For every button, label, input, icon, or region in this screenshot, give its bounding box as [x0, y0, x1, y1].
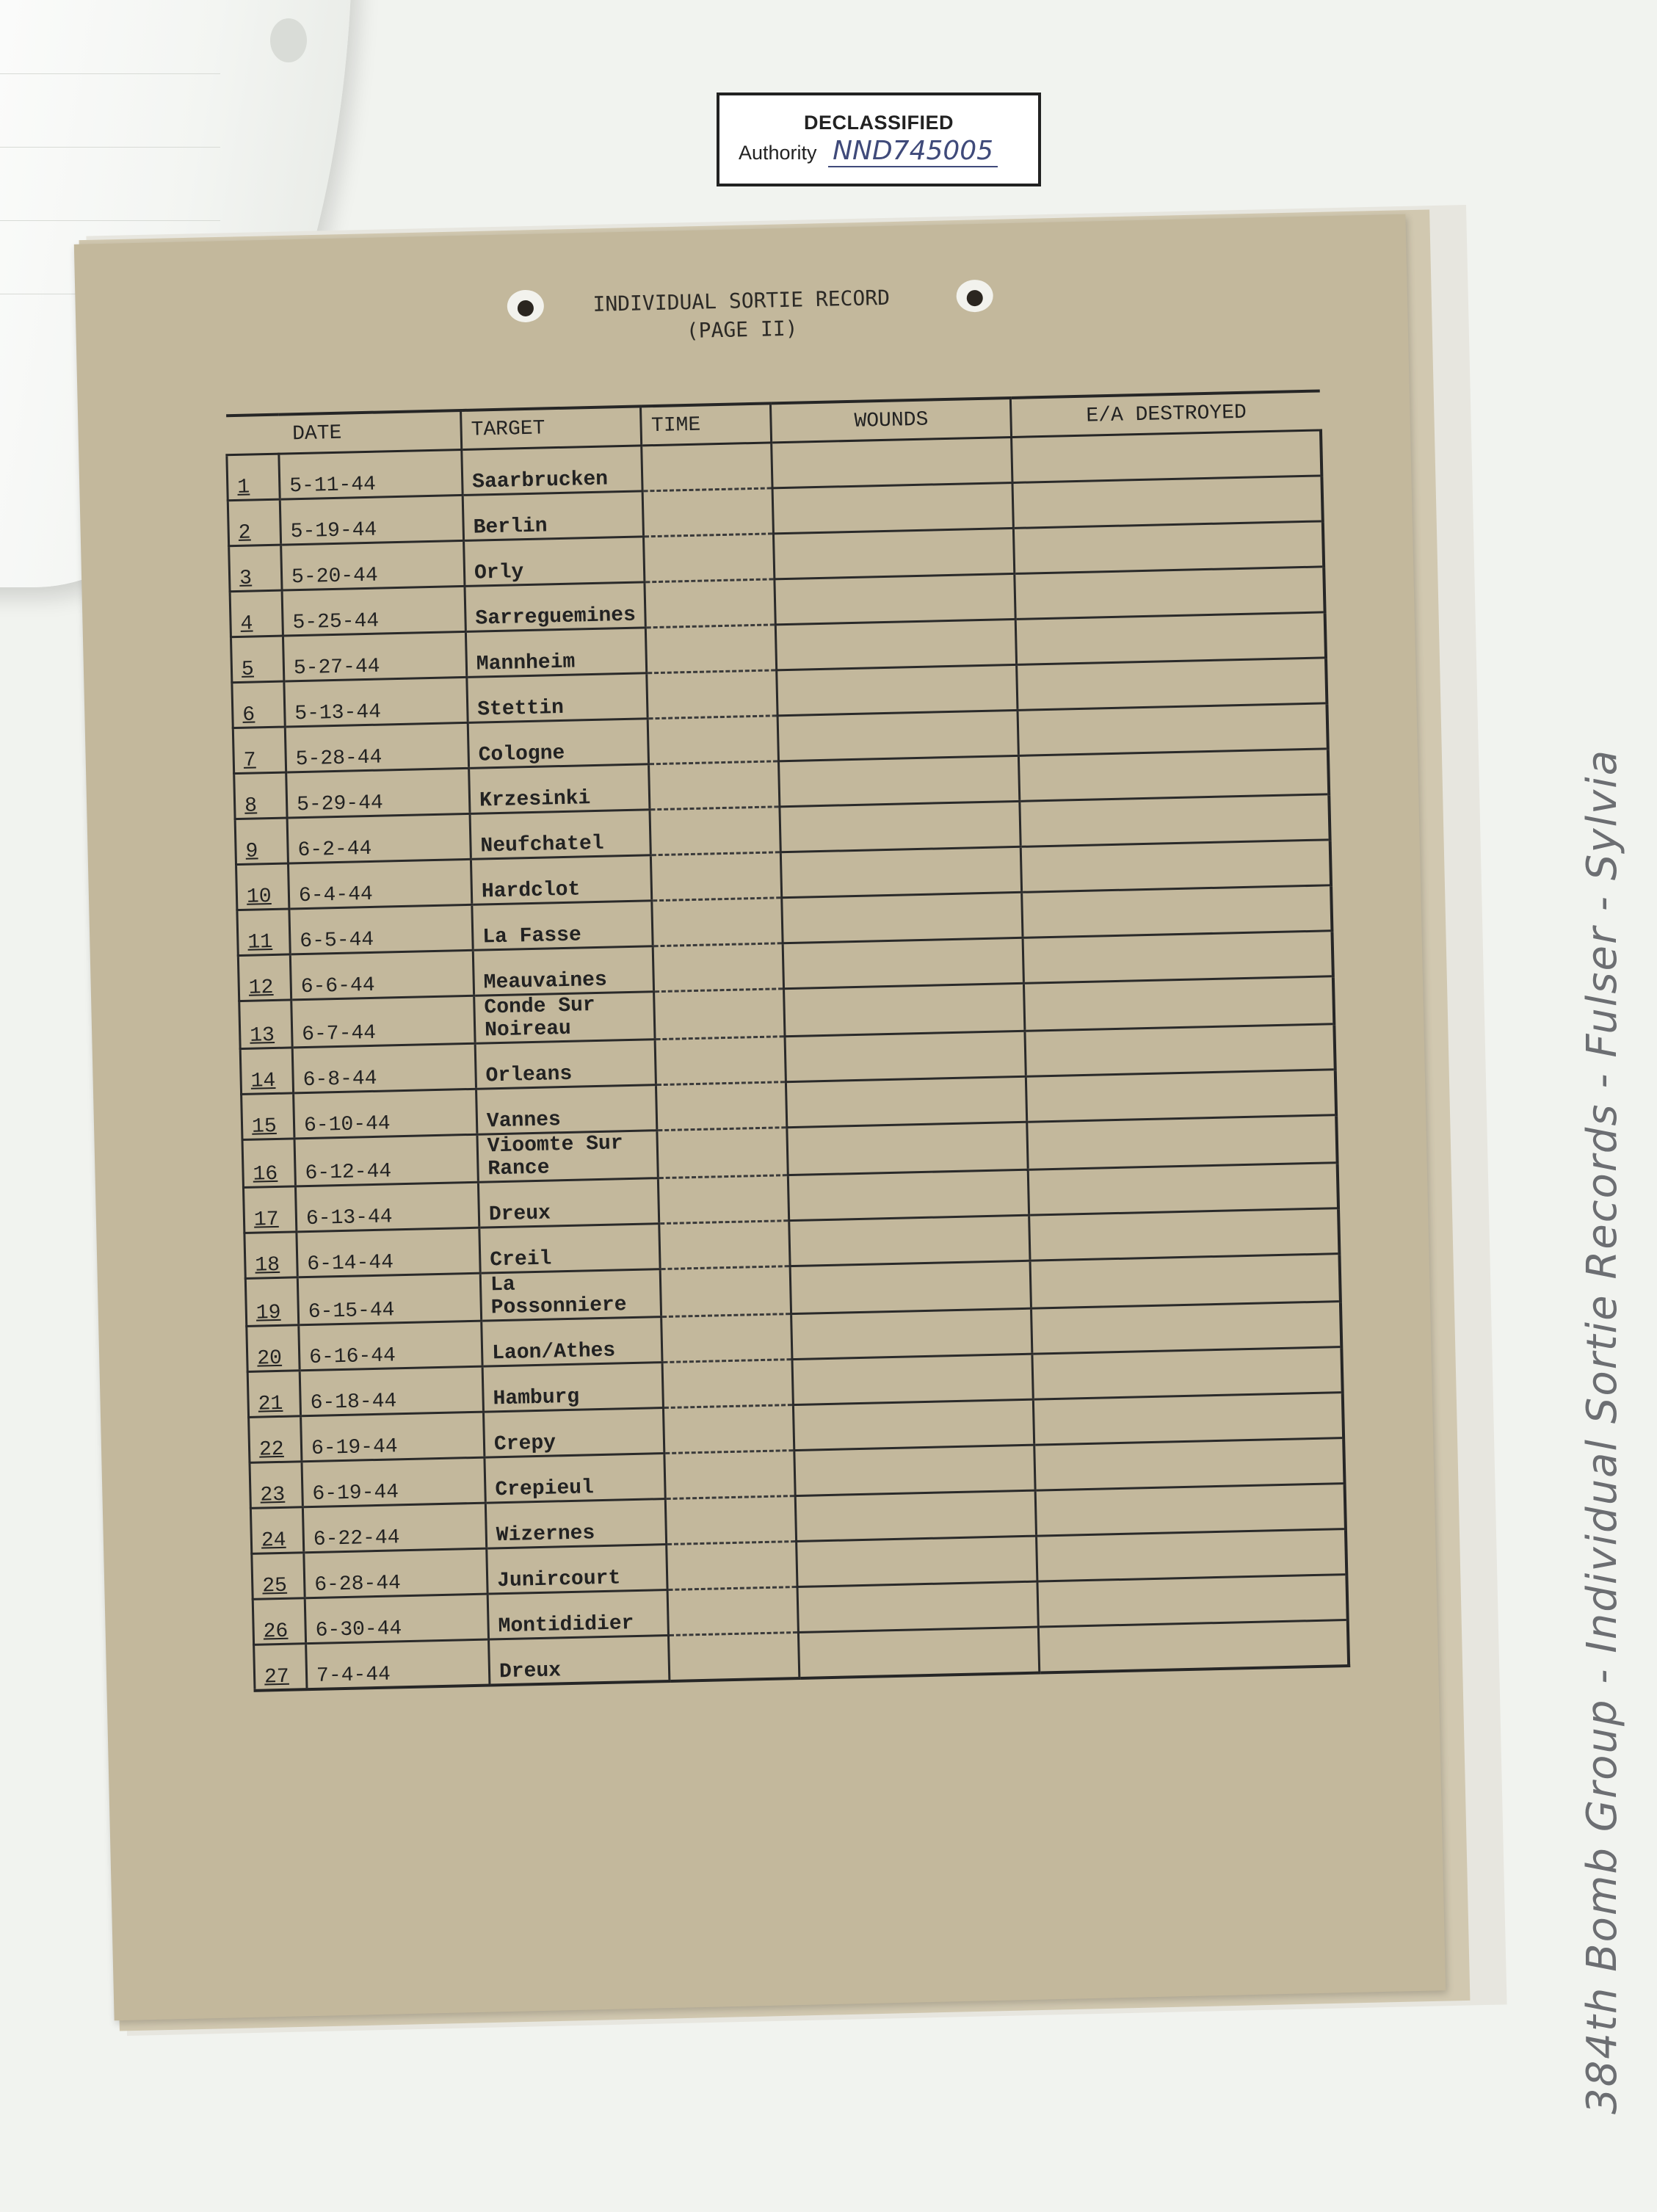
handwritten-margin-note: 384th Bomb Group - Individual Sortie Records - Fulser - Sylvia — [1578, 748, 1626, 2114]
row-ea-destroyed — [1029, 1163, 1338, 1216]
row-ea-destroyed — [1029, 1208, 1339, 1261]
row-number: 11 — [237, 909, 290, 956]
row-date: 6-7-44 — [291, 996, 475, 1048]
stamp-heading: DECLASSIFIED — [803, 112, 954, 134]
row-time — [654, 989, 785, 1040]
row-time — [666, 1496, 797, 1545]
row-wounds — [789, 1215, 1030, 1266]
row-wounds — [785, 1031, 1026, 1081]
row-number: 12 — [238, 954, 291, 1001]
row-wounds — [784, 983, 1025, 1036]
row-date: 6-14-44 — [297, 1228, 480, 1277]
row-target: Creil — [479, 1224, 661, 1274]
row-number: 2 — [228, 499, 280, 546]
row-time — [664, 1405, 794, 1454]
row-date: 6-5-44 — [289, 904, 473, 954]
row-target: Dreux — [478, 1178, 659, 1228]
row-date: 6-16-44 — [299, 1321, 482, 1371]
row-ea-destroyed — [1017, 658, 1327, 711]
row-target: Vioomte Sur Rance — [477, 1131, 659, 1183]
row-ea-destroyed — [1019, 749, 1329, 802]
row-time — [650, 807, 780, 855]
row-date: 6-8-44 — [292, 1043, 476, 1093]
row-number: 25 — [252, 1553, 305, 1600]
row-ea-destroyed — [1037, 1575, 1347, 1628]
row-target: La Possonniere — [480, 1269, 661, 1321]
row-wounds — [792, 1354, 1033, 1404]
row-date: 6-19-44 — [301, 1412, 485, 1462]
row-target: Mannheim — [465, 628, 647, 678]
sortie-table — [225, 389, 1350, 1691]
row-date: 6-4-44 — [288, 859, 471, 909]
row-wounds — [772, 482, 1013, 533]
row-target: Montididier — [487, 1590, 669, 1640]
row-date: 6-10-44 — [294, 1089, 477, 1139]
row-date: 5-11-44 — [279, 449, 463, 499]
header-time: TIME — [641, 403, 772, 446]
row-ea-destroyed — [1012, 476, 1322, 529]
row-number: 16 — [242, 1139, 295, 1188]
row-target: La Fasse — [472, 901, 653, 951]
row-ea-destroyed — [1036, 1484, 1346, 1537]
row-number: 18 — [244, 1232, 297, 1279]
row-number: 13 — [239, 1000, 292, 1049]
row-time — [652, 898, 783, 946]
declassified-stamp — [717, 93, 1041, 186]
row-number: 5 — [231, 636, 283, 683]
row-date: 7-4-44 — [306, 1639, 490, 1689]
row-ea-destroyed — [1024, 976, 1334, 1031]
row-target: Meauvaines — [473, 946, 654, 996]
header-wounds: WOUNDS — [771, 398, 1012, 443]
row-target: Crepy — [484, 1408, 665, 1458]
stamp-authority — [719, 136, 1038, 166]
row-wounds — [781, 846, 1022, 897]
row-date: 6-30-44 — [305, 1594, 488, 1644]
row-target: Orleans — [475, 1040, 656, 1089]
row-date: 5-28-44 — [285, 722, 468, 772]
row-target: Stettin — [467, 673, 648, 723]
row-number: 22 — [249, 1416, 302, 1463]
form-title: INDIVIDUAL SORTIE RECORD — [592, 285, 891, 316]
row-ea-destroyed — [1021, 840, 1331, 893]
row-time — [667, 1542, 797, 1590]
row-target: Dreux — [489, 1635, 670, 1685]
row-ea-destroyed — [1026, 1070, 1336, 1123]
row-time — [645, 579, 775, 628]
row-number: 8 — [234, 772, 287, 819]
row-wounds — [778, 710, 1019, 761]
row-wounds — [799, 1627, 1040, 1678]
row-target: Sarreguemines — [465, 582, 646, 632]
row-date: 6-15-44 — [297, 1273, 481, 1325]
row-wounds — [797, 1581, 1038, 1632]
row-time — [659, 1221, 790, 1269]
row-wounds — [772, 437, 1012, 487]
row-time — [649, 761, 780, 810]
row-number: 3 — [229, 545, 282, 592]
row-number: 1 — [227, 454, 280, 501]
header-date: DATE — [226, 410, 462, 455]
row-target: Conde Sur Noireau — [474, 992, 656, 1044]
row-target: Junircourt — [487, 1545, 668, 1595]
row-date: 6-18-44 — [300, 1366, 483, 1416]
row-time — [655, 1037, 786, 1085]
row-date: 6-12-44 — [294, 1134, 478, 1186]
row-ea-destroyed — [1031, 1302, 1341, 1355]
row-ea-destroyed — [1014, 521, 1324, 574]
row-date: 5-13-44 — [284, 677, 468, 727]
row-date: 6-13-44 — [295, 1182, 479, 1232]
row-ea-destroyed — [1025, 1024, 1335, 1077]
row-number: 20 — [247, 1325, 300, 1372]
row-wounds — [788, 1170, 1029, 1220]
row-time — [642, 443, 772, 491]
row-date: 6-22-44 — [302, 1503, 486, 1553]
form-subtitle: (PAGE II) — [686, 316, 798, 344]
row-date: 6-2-44 — [287, 813, 471, 863]
row-date: 5-27-44 — [283, 631, 466, 681]
row-ea-destroyed — [1020, 794, 1330, 847]
row-target: Crepieul — [485, 1454, 666, 1504]
row-number: 15 — [242, 1093, 294, 1140]
header-ea-destroyed: E/A DESTROYED — [1011, 391, 1321, 437]
row-wounds — [787, 1122, 1028, 1175]
row-date: 5-19-44 — [280, 495, 463, 545]
sortie-record-sheet — [74, 214, 1446, 2021]
stamp-authority-value: NND745005 — [828, 136, 998, 167]
row-time — [659, 1175, 789, 1224]
row-wounds — [797, 1536, 1037, 1587]
row-ea-destroyed — [1034, 1438, 1344, 1491]
row-ea-destroyed — [1022, 885, 1332, 938]
row-number: 7 — [233, 727, 286, 774]
row-target: Krzesinki — [469, 764, 650, 814]
row-date: 5-29-44 — [286, 768, 470, 818]
row-wounds — [777, 664, 1018, 715]
row-date: 6-6-44 — [290, 950, 474, 1000]
row-time — [646, 625, 777, 673]
row-ea-destroyed — [1037, 1529, 1346, 1582]
row-number: 10 — [236, 863, 289, 910]
row-time — [643, 488, 774, 537]
row-time — [669, 1632, 800, 1680]
row-time — [664, 1451, 795, 1499]
row-target: Wizernes — [485, 1499, 667, 1549]
row-time — [668, 1587, 799, 1635]
row-wounds — [791, 1261, 1031, 1313]
row-target: Laon/Athes — [482, 1317, 663, 1367]
row-wounds — [779, 755, 1020, 806]
row-wounds — [786, 1076, 1027, 1127]
row-target: Hardclot — [471, 855, 652, 905]
row-wounds — [780, 801, 1020, 852]
row-target: Cologne — [468, 719, 649, 769]
row-target: Orly — [464, 537, 645, 587]
row-ea-destroyed — [1027, 1115, 1337, 1170]
form-title-block — [76, 272, 1408, 360]
row-ea-destroyed — [1012, 430, 1321, 483]
row-ea-destroyed — [1015, 567, 1324, 620]
row-number: 26 — [253, 1598, 305, 1645]
row-number: 24 — [250, 1507, 303, 1554]
row-ea-destroyed — [1039, 1620, 1349, 1673]
row-ea-destroyed — [1023, 931, 1333, 984]
row-number: 19 — [245, 1277, 298, 1327]
row-wounds — [794, 1445, 1035, 1495]
row-number: 17 — [243, 1186, 296, 1233]
row-wounds — [791, 1308, 1032, 1359]
row-number: 4 — [230, 590, 283, 637]
row-ea-destroyed — [1018, 703, 1327, 756]
row-time — [644, 534, 775, 582]
row-wounds — [775, 573, 1015, 624]
row-number: 21 — [247, 1371, 300, 1418]
row-date: 5-20-44 — [281, 540, 465, 590]
row-wounds — [783, 938, 1024, 988]
row-time — [661, 1266, 791, 1317]
row-wounds — [776, 619, 1017, 670]
header-target: TARGET — [461, 406, 642, 449]
row-target: Vannes — [476, 1085, 658, 1135]
row-ea-destroyed — [1034, 1393, 1344, 1446]
row-number: 9 — [235, 818, 288, 865]
row-time — [647, 670, 777, 719]
row-wounds — [796, 1490, 1037, 1541]
row-number: 14 — [240, 1048, 293, 1095]
row-target: Neufchatel — [470, 810, 651, 860]
row-target: Berlin — [463, 491, 644, 541]
row-time — [657, 1128, 788, 1178]
row-time — [661, 1314, 792, 1363]
row-number: 6 — [232, 681, 285, 728]
row-number: 23 — [250, 1462, 302, 1509]
row-ea-destroyed — [1030, 1254, 1340, 1309]
row-wounds — [794, 1399, 1034, 1450]
row-time — [653, 943, 784, 992]
scanner-mark — [270, 18, 307, 62]
row-target: Hamburg — [482, 1363, 664, 1413]
row-wounds — [782, 892, 1023, 943]
row-time — [662, 1360, 793, 1408]
row-ea-destroyed — [1016, 612, 1326, 665]
row-time — [651, 852, 782, 901]
row-time — [656, 1082, 787, 1131]
row-number: 27 — [254, 1644, 307, 1691]
row-time — [648, 716, 779, 764]
row-date: 6-19-44 — [302, 1457, 485, 1507]
row-target: Saarbrucken — [462, 446, 643, 496]
stamp-authority-label: Authority — [739, 142, 817, 164]
row-date: 5-25-44 — [282, 586, 465, 636]
row-date: 6-28-44 — [304, 1548, 487, 1598]
row-wounds — [774, 528, 1015, 579]
row-ea-destroyed — [1032, 1347, 1342, 1400]
